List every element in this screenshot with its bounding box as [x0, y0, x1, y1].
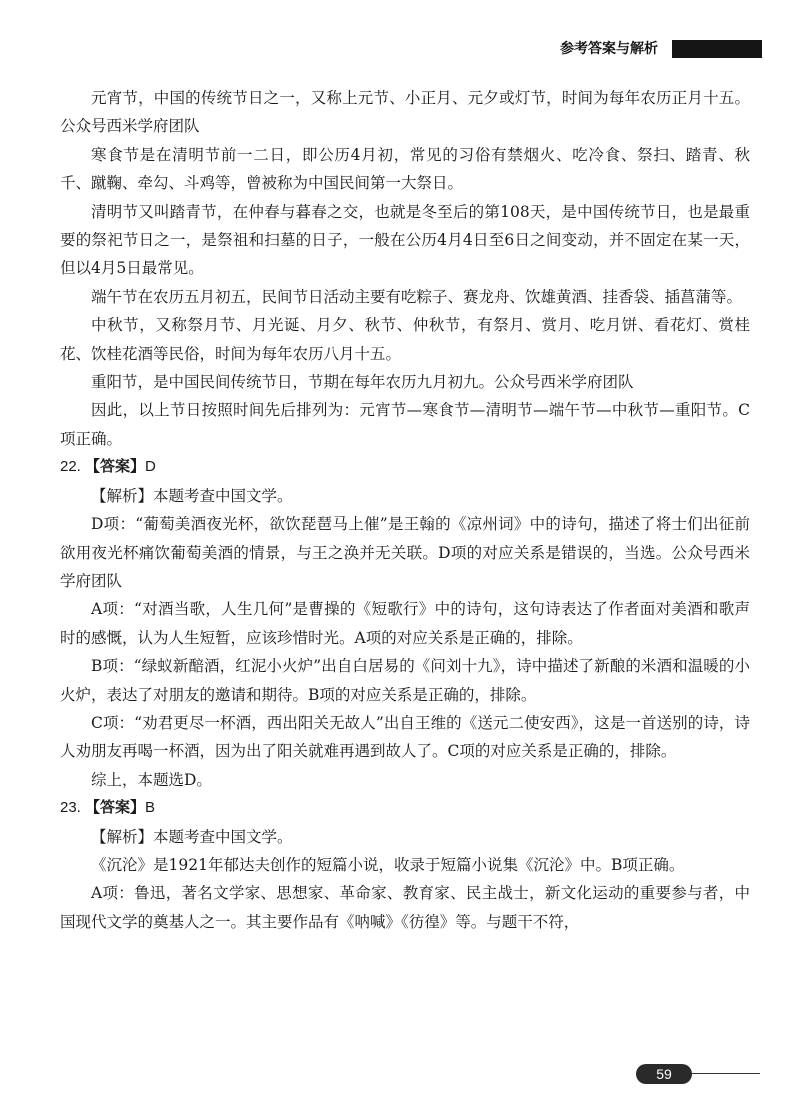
paragraph: 清明节又叫踏青节，在仲春与暮春之交，也就是冬至后的第108天，是中国传统节日，也是最重要的祭祀节日之一，是祭祖和扫墓的日子，一般在公历4月4日至6日之间变动，并不固定在某一天，但以4月5日最常见。 [60, 202, 750, 278]
answer-content [60, 84, 750, 936]
paragraph: B项：“绿蚁新醅酒，红泥小火炉”出自白居易的《问刘十九》，诗中描述了新酿的米酒和温暖的小火炉，表达了对朋友的邀请和期待。B项的对应关系是正确的，排除。 [60, 657, 750, 704]
answer-value: D [145, 458, 156, 476]
page-footer [636, 1064, 760, 1084]
answer-label: 【答案】 [85, 799, 146, 817]
answer-heading [60, 794, 750, 822]
paragraph: 中秋节，又称祭月节、月光诞、月夕、秋节、仲秋节，有祭月、赏月、吃月饼、看花灯、赏桂花、饮桂花酒等民俗，时间为每年农历八月十五。 [60, 316, 750, 363]
paragraph: A项：“对酒当歌，人生几何”是曹操的《短歌行》中的诗句，这句诗表达了作者面对美酒和歌声时的感慨，认为人生短暂，应该珍惜时光。A项的对应关系是正确的，排除。 [60, 600, 750, 647]
answer-label: 【答案】 [85, 458, 146, 476]
paragraph: 元宵节，中国的传统节日之一，又称上元节、小正月、元夕或灯节，时间为每年农历正月十五。公众号西米学府团队 [60, 89, 750, 136]
paragraph: 《沉沦》是1921年郁达夫创作的短篇小说，收录于短篇小说集《沉沦》中。B项正确。 [91, 855, 685, 874]
header-title: 参考答案与解析 [560, 41, 658, 57]
answer-heading [60, 453, 750, 481]
paragraph: 寒食节是在清明节前一二日，即公历4月初，常见的习俗有禁烟火、吃冷食、祭扫、踏青、秋千、蹴鞠、牵勾、斗鸡等，曾被称为中国民间第一大祭日。 [60, 145, 750, 193]
paragraph: 重阳节，是中国民间传统节日，节期在每年农历九月初九。公众号西米学府团队 [91, 373, 634, 392]
page-header [0, 38, 800, 60]
answer-value: B [145, 799, 156, 817]
paragraph: 【解析】本题考查中国文学。 [91, 827, 293, 846]
header-bar [672, 40, 762, 58]
paragraph: D项：“葡萄美酒夜光杯，欲饮琵琶马上催”是王翰的《凉州词》中的诗句，描述了将士们出征前欲用夜光杯痛饮葡萄美酒的情景，与王之涣并无关联。D项的对应关系是错误的，当选。公众号西米学府团队 [60, 515, 750, 590]
paragraph: 端午节在农历五月初五，民间节日活动主要有吃粽子、赛龙舟、饮雄黄酒、挂香袋、插菖蒲等。 [91, 287, 743, 306]
paragraph: A项：鲁迅，著名文学家、思想家、革命家、教育家、民主战士，新文化运动的重要参与者，中国现代文学的奠基人之一。其主要作品有《呐喊》《彷徨》等。与题干不符， [60, 884, 750, 931]
question-number: 23. [60, 799, 81, 817]
footer-rule [690, 1073, 760, 1074]
paragraph: 综上，本题选D。 [91, 770, 212, 789]
paragraph: 【解析】本题考查中国文学。 [91, 486, 293, 505]
paragraph: 因此，以上节日按照时间先后排列为：元宵节—寒食节—清明节—端午节—中秋节—重阳节。C项正确。 [60, 401, 750, 448]
question-number: 22. [60, 458, 81, 476]
paragraph: C项：“劝君更尽一杯酒，西出阳关无故人”出自王维的《送元二使安西》，这是一首送别的诗，诗人劝朋友再喝一杯酒，因为出了阳关就难再遇到故人了。C项的对应关系是正确的，排除。 [60, 713, 750, 761]
page-number: 59 [636, 1064, 692, 1084]
